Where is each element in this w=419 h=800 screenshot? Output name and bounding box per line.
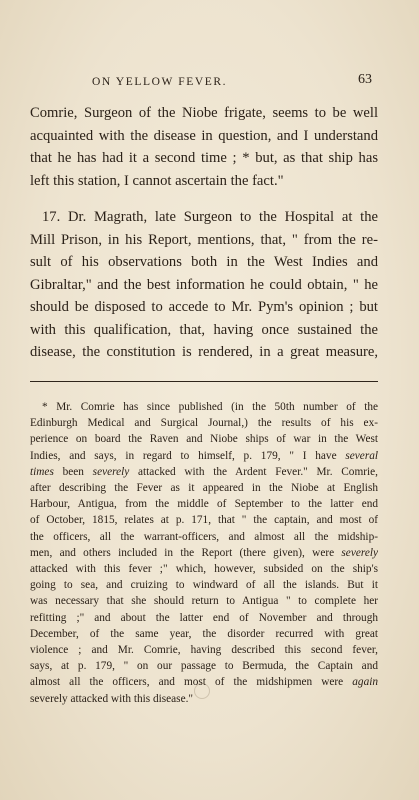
footnote-line: violence ; and Mr. Comrie, having described this second fever, [30, 644, 378, 657]
footnote-line: says, at p. 179, " on our passage to Bermuda, the Captain and [30, 660, 378, 673]
text-line: sult of his observations both in the West Indies and [30, 254, 378, 270]
footnote-line: Harbour, Antigua, from the middle of September to the latter end [30, 498, 378, 511]
text-line: Gibraltar," and the best information he could obtain, " he [30, 276, 378, 293]
text-line: Mill Prison, in his Report, mentions, that, " from the re- [30, 231, 378, 248]
footnote-line: going to sea, and cruizing to windward of all the islands. But it [30, 579, 378, 592]
text-line: should be disposed to accede to Mr. Pym's opinion ; but [30, 299, 378, 315]
paper-stain [194, 683, 210, 699]
footnote-divider [30, 381, 378, 382]
footnote-line: * Mr. Comrie has since published (in the 50th number of the [42, 401, 378, 413]
footnote-line: of October, 1815, relates at p. 171, that " the captain, and most of [30, 514, 378, 527]
paragraph-17 [30, 206, 378, 364]
text-line: that he has had it a second time ; * but, as that ship has [30, 150, 378, 166]
text-line: with this qualification, that, having once sustained the [30, 321, 378, 338]
footnote-line: attacked with this fever ;" which, however, subsided on the ship's [30, 563, 378, 576]
footnote-line: almost all the officers, and most of the midshipmen were again [30, 676, 378, 689]
footnote-line: severely attacked with this disease." [30, 692, 194, 705]
footnote [30, 399, 378, 707]
footnote-line: December, of the same year, the disorder recurred with great [30, 627, 378, 640]
footnote-line: refitting ;" and about the latter end of November and through [30, 611, 378, 624]
footnote-line: Edinburgh Medical and Surgical Journal,) the results of his ex- [30, 417, 378, 430]
page-number: 63 [358, 72, 372, 87]
text-line: Comrie, Surgeon of the Niobe frigate, seems to be well [30, 105, 378, 121]
text-line: disease, the constitution is rendered, in a great measure, [30, 344, 378, 360]
footnote-line: the officers, all the warrant-officers, and almost all the midship- [30, 530, 378, 543]
footnote-line: was necessary that she should return to Antigua " to complete her [30, 595, 378, 608]
text-line: acquainted with the disease in question, and I understand [30, 127, 378, 144]
text-line: left this station, I cannot ascertain the fact." [30, 172, 284, 189]
text-line: 17. Dr. Magrath, late Surgeon to the Hospital at the [42, 209, 378, 225]
page-header [30, 74, 378, 94]
footnote-line: men, and others included in the Report (there given), were severely [30, 546, 378, 559]
footnote-line: after describing the Fever as it appeared in the Niobe at English [30, 482, 378, 495]
footnote-line: times been severely attacked with the Ardent Fever." Mr. Comrie, [30, 465, 378, 478]
running-title: ON YELLOW FEVER. [92, 76, 228, 88]
paragraph-continuation [30, 102, 378, 192]
main-text [30, 102, 378, 364]
footnote-line: Indies, and says, in regard to himself, p. 179, " I have several [30, 449, 378, 462]
footnote-line: perience on board the Raven and Niobe ships of war in the West [30, 433, 378, 446]
